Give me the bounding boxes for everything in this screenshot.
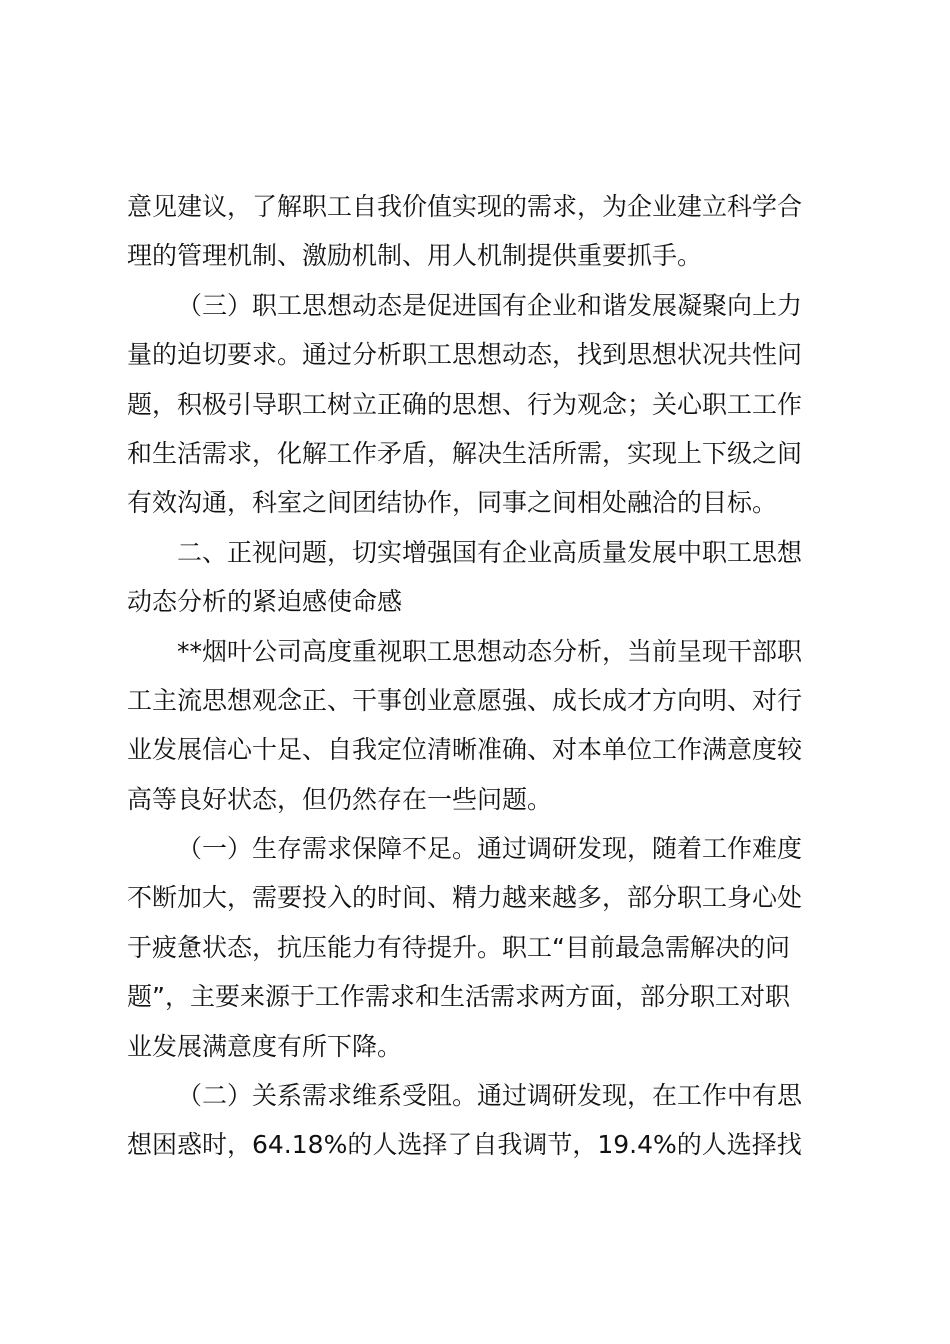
paragraph-heading-3: （三）职工思想动态是促进国有企业和谐发展凝聚向上力 [177,290,803,320]
text-line: 题，积极引导职工树立正确的思想、行为观念；关心职工工作 [127,389,803,419]
text-line: 业发展信心十足、自我定位清晰准确、对本单位工作满意度较 [127,735,803,765]
text-line: 理的管理机制、激励机制、用人机制提供重要抓手。 [127,241,703,271]
text-line: 业发展满意度有所下降。 [127,1031,403,1061]
text-line: 意见建议，了解职工自我价值实现的需求，为企业建立科学合 [127,192,803,221]
text-line: 高等良好状态，但仍然存在一些问题。 [127,784,553,814]
text-line: 不断加大，需要投入的时间、精力越来越多，部分职工身心处 [127,883,803,913]
body-text [127,182,833,1170]
text-line: 于疲惫状态，抗压能力有待提升。职工“目前最急需解决的问 [127,932,790,962]
paragraph-heading-2: （二）关系需求维系受阻。通过调研发现，在工作中有思 [177,1081,803,1111]
text-line: 量的迫切要求。通过分析职工思想动态，找到思想状况共性问 [127,340,803,370]
text-line: 有效沟通，科室之间团结协作，同事之间相处融洽的目标。 [127,488,778,518]
section-heading-2: 二、正视问题，切实增强国有企业高质量发展中职工思想 [177,537,803,567]
paragraph-heading-1: （一）生存需求保障不足。通过调研发现，随着工作难度 [177,834,803,864]
text-line: 想困惑时，64.18%的人选择了自我调节，19.4%的人选择找 [127,1130,802,1160]
section-heading-2-cont: 动态分析的紧迫感使命感 [127,587,403,617]
text-line: 题”，主要来源于工作需求和生活需求两方面，部分职工对职 [127,982,790,1012]
paragraph-start: **烟叶公司高度重视职工思想动态分析，当前呈现干部职 [177,636,803,666]
text-line: 和生活需求，化解工作矛盾，解决生活所需，实现上下级之间 [127,438,803,468]
text-line: 工主流思想观念正、干事创业意愿强、成长成才方向明、对行 [127,685,803,715]
